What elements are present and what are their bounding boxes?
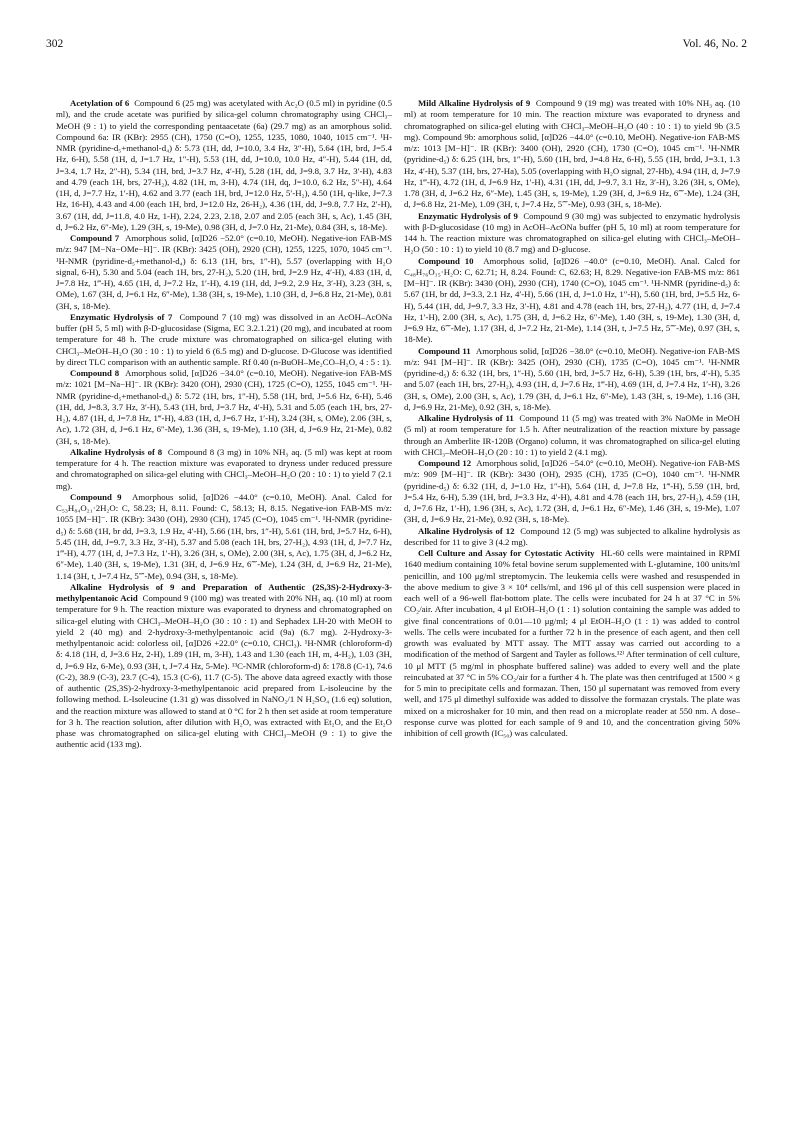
paragraph-text: Amorphous solid, [α]D26 −44.0° (c=0.10, MeOH). Anal. Calcd for C₅₃H₈₄O₂₁·2H₂O: C, 58.23; H, 8.11. Found: C, 58.13; H, 8.15. Negative-ion FAB-MS m/z: 1055 [M−H]⁻. IR (KBr): 3430 (OH), 2930 (CH), 1745 (C=O), 1045 cm⁻¹. ¹H-NMR (pyridine-d₅) δ: 5.68 (1H, br dd, J=3.3, 1.9 Hz, 4′-H), 5.66 (1H, brs, 1″-H), 5.61 (1H, brd, J=5.7 Hz, 6-H), 5.45 (1H, dd, J=9.7, 3.3 Hz, 3′-H), 5.37 and 5.08 (each 1H, brs, 27-H₂), 4.93 (1H, d, J=7.7 Hz, 1‴-H), 4.77 (1H, d, J=7.3 Hz, 1′-H), 3.26 (3H, s, OMe), 2.00 (3H, s, Ac), 1.75 (3H, d, J=6.2 Hz, 6″-Me), 1.40 (3H, s, 19-Me), 1.31 (3H, d, J=6.9 Hz, 6⁗-Me), 1.24 (3H, d, J=6.9 Hz, 21-Me), 1.14 (3H, t, J=7.4 Hz, 5⁗-Me), 0.94 (3H, s, 18-Me). [56,491,392,581]
run-in-heading: Compound 12 [418,458,472,468]
paragraph [56,98,392,233]
run-in-heading: Mild Alkaline Hydrolysis of 9 [418,98,531,108]
run-in-heading: Compound 10 [418,255,474,266]
run-in-heading: Acetylation of 6 [70,98,130,108]
paragraph-text: Amorphous solid, [α]D26 −40.0° (c=0.10, MeOH). Anal. Calcd for C₄₈H₇₆O₁₅·H₂O: C, 62.71; H, 8.24. Found: C, 62.63; H, 8.29. Negative-ion FAB-MS m/z: 861 [M−H]⁻. IR (KBr): 3430 (OH), 2930 (CH), 1740 (C=O), 1045 cm⁻¹. ¹H-NMR (pyridine-d₅) δ: 5.67 (1H, br dd, J=3.3, 2.1 Hz, 4′-H), 5.66 (1H, d, J=1.0 Hz, 1″-H), 5.60 (1H, brd, J=5.5 Hz, 6-H), 5.44 (1H, dd, J=9.7, 3.3 Hz, 3′-H), 4.81 and 4.78 (each 1H, brs, 27-H₂), 4.77 (1H, d, J=7.4 Hz, 1′-H), 2.00 (3H, s, Ac), 1.75 (3H, d, J=6.2 Hz, 6″-Me), 1.40 (3H, s, 19-Me), 1.30 (3H, d, J=6.9 Hz, 6⁗-Me), 1.17 (3H, d, J=7.2 Hz, 21-Me), 1.14 (3H, t, J=7.5 Hz, 5⁗-Me), 0.97 (3H, s, 18-Me). [404,255,741,345]
run-in-heading: Enzymatic Hydrolysis of 7 [70,311,173,322]
paragraph [56,312,392,368]
paragraph [404,548,740,739]
page-number: 302 [46,38,64,50]
paragraph-text: HL-60 cells were maintained in RPMI 1640 medium containing 10% fetal bovine serum supplemented with L-glutamine, 100 units/ml penicillin, and 100 μg/ml streptomycin. The leukemia cells were washed and resuspended in the above medium to give 3 × 10⁴ cells/ml, and 196 μl of this cell suspension were placed in each well of a 96-well flat-bottom plate. The cells were incubated for 24 h at 37 °C in 5% CO₂/air. After incubation, 4 μl EtOH–H₂O (1 : 1) solution containing the sample was added to give final concentrations of 0.01—10 μg/ml; 4 μl EtOH–H₂O (1 : 1) was added to control wells. The cells were incubated for a further 72 h in the presence of each agent, and then cell growth was evaluated by MTT assay. The MTT assay was carried out according to a modification of the method of Sargent and Tayler as follows.¹²⁾ After termination of cell culture, 10 μl MTT (5 mg/ml in phosphate buffered saline) was added to every well and the plate reincubated at 37 °C in 5% CO₂/air for a further 4 h. The plate was then centrifuged at 1500 × g for 5 min to precipitate cells and formazan. Then, 150 μl supernatant was removed from every well, and 175 μl dimethyl sulfoxide was added to dissolve the formazan crystals. The plate was mixed on a microshaker for 10 min, and then read on a microplate reader at 550 nm. A dose–response curve was plotted for each sample of 9 and 10, and the concentration giving 50% inhibition of cell growth (IC₅₀) was calculated. [404,548,740,738]
paragraph-text: Amorphous solid, [α]D26 −38.0° (c=0.10, MeOH). Negative-ion FAB-MS m/z: 941 [M−H]⁻. IR (KBr): 3425 (OH), 2930 (CH), 1735 (C=O), 1045 cm⁻¹. ¹H-NMR (pyridine-d₅) δ: 6.32 (1H, brs, 1″-H), 5.60 (1H, brd, J=5.7 Hz, 6-H), 5.39 (1H, brs, 4′-H), 5.35 and 5.07 (each 1H, brs, 27-H₂), 4.93 (1H, d, J=7.6 Hz, 1‴-H), 4.69 (1H, d, J=7.4 Hz, 1′-H), 3.26 (3H, s, OMe), 2.00 (3H, s, Ac), 1.79 (3H, d, J=6.1 Hz, 6″-Me), 1.43 (3H, s, 19-Me), 1.16 (3H, d, J=6.9 Hz, 21-Me), 0.92 (3H, s, 18-Me). [404,345,741,412]
paragraph [56,447,392,492]
paragraph [404,413,740,458]
right-column [404,98,740,739]
left-column [56,98,392,751]
paragraph [404,458,740,526]
paragraph [404,256,740,346]
volume-info: Vol. 46, No. 2 [682,38,747,50]
paragraph-text: Compound 7 (10 mg) was dissolved in an AcOH–AcONa buffer (pH 5, 5 ml) with β-D-glucosidase (Sigma, EC 3.2.1.21) (20 mg), and incubated at room temperature for 48 h. The crude mixture was chromatographed on silica-gel eluting with CHCl₃–MeOH–H₂O (30 : 10 : 1) to yield 6 (6.5 mg) and D-glucose. D-Glucose was identified by direct TLC comparison with an authentic sample. Rf 0.40 (n-BuOH–Me₂CO–H₂O, 4 : 5 : 1). [56,311,392,367]
paragraph-text: Compound 9 (100 mg) was treated with 20% NH₃ aq. (10 ml) at room temperature for 9 h. The reaction mixture was evaporated to dryness and chromatographed on silica-gel eluting with CHCl₃–MeOH–H₂O (30 : 10 : 1) and Sephadex LH-20 with MeOH to yield 2 (40 mg) and 2-hydroxy-3-methylpentanoic acid (9a) (6.7 mg). 2-Hydroxy-3-methylpentanoic acid: colorless oil, [α]D26 +22.0° (c=0.10, CHCl₃). ¹H-NMR (chloroform-d) δ: 4.18 (1H, d, J=3.6 Hz, 2-H), 1.89 (1H, m, 3-H), 1.43 and 1.30 (each 1H, m, 4-H₂), 1.03 (3H, d, J=6.9 Hz, 6-Me), 0.93 (3H, t, J=7.4 Hz, 5-Me). ¹³C-NMR (chloroform-d) δ: 178.8 (C-1), 74.6 (C-2), 38.9 (C-3), 23.7 (C-4), 15.3 (C-6), 11.7 (C-5). The above data agreed exactly with those of authentic (2S,3S)-2-hydroxy-3-methylpentanoic acid prepared from L-isoleucine by the following method. L-Isoleucine (1.31 g) was dissolved in NaNO₂/1 N H₂SO₄ (1.6 eq) solution, and the reaction mixture was allowed to stand at 0 °C for 2 h then set aside at room temperature for 3 h. The reaction solution, after dilution with H₂O, was extracted with Et₂O, and the Et₂O phase was chromatographed on silica-gel eluting with CHCl₃–MeOH (9 : 1) to give the authentic acid (133 mg). [56,593,392,750]
paragraph-text: Amorphous solid, [α]D26 −54.0° (c=0.10, MeOH). Negative-ion FAB-MS m/z: 909 [M−H]⁻. IR (KBr): 3430 (OH), 2935 (CH), 1735 (C=O), 1040 cm⁻¹. ¹H-NMR (pyridine-d₅) δ: 6.32 (1H, d, J=1.0 Hz, 1″-H), 5.64 (1H, d, J=7.8 Hz, 1‴-H), 5.59 (1H, brd, J=5.4 Hz, 6-H), 5.39 (1H, brd, J=3.3 Hz, 4′-H), 4.81 and 4.78 (each 1H, brs, 27-H₂), 4.59 (1H, d, J=7.6 Hz, 1′-H), 1.96 (3H, s, Ac), 1.72 (3H, d, J=6.1 Hz, 6″-Me), 1.46 (3H, s, 19-Me), 1.07 (3H, d, J=6.9 Hz, 21-Me), 0.92 (3H, s, 18-Me). [404,458,741,525]
run-in-heading: Alkaline Hydrolysis of 8 [70,446,163,457]
run-in-heading: Compound 11 [418,345,471,356]
run-in-heading: Alkaline Hydrolysis of 9 and Preparation of Authentic (2S,3S)-2-Hydroxy-3-methylpentanoic Acid [56,581,392,603]
run-in-heading: Enzymatic Hydrolysis of 9 [418,210,518,221]
paragraph-text: Compound 6 (25 mg) was acetylated with Ac₂O (0.5 ml) in pyridine (0.5 ml), and the crude acetate was purified by silica-gel column chromatography using CHCl₃–MeOH (9 : 1) to yield the corresponding pentaacetate (6a) (29.7 mg) as an amorphous solid. Compound 6a: IR (KBr): 2955 (CH), 1750 (C=O), 1255, 1235, 1080, 1040, 1015 cm⁻¹. ¹H-NMR (pyridine-d₅+methanol-d₄) δ: 5.73 (1H, dd, J=10.0, 3.4 Hz, 3″-H), 5.64 (1H, brd, J=5.4 Hz, 6-H), 5.58 (1H, d, J=1.7 Hz, 1″-H), 5.53 (1H, dd, J=10.0, 10.0 Hz, 4″-H), 5.44 (1H, dd, J=3.4, 1.7 Hz, 2″-H), 5.34 (1H, brd, J=3.7 Hz, 4′-H), 5.28 (1H, dd, J=9.8, 3.7 Hz, 3′-H), 4.83 and 4.79 (each 1H, brs, 27-H₂), 4.82 (1H, m, 3-H), 4.74 (1H, dq, J=10.0, 6.2 Hz, 5″-H), 4.64 (1H, d, J=7.7 Hz, 1′-H), 4.62 and 3.77 (each 1H, brd, J=12.0 Hz, 5′-H₂), 4.50 (1H, q-like, J=7.3 Hz, 16-H), 4.43 and 4.00 (each 1H, brd, J=12.0 Hz, 26-H₂), 4.36 (1H, dd, J=9.8, 7.7 Hz, 2′-H), 3.67 (1H, dd, J=11.8, 4.0 Hz, 1-H), 2.24, 2.23, 2.18, 2.07 and 2.05 (each 3H, s, Ac), 1.45 (3H, d, J=6.2 Hz, 6″-Me), 1.29 (3H, s, 19-Me), 0.98 (3H, d, J=7.0 Hz, 21-Me), 0.84 (3H, s, 18-Me). [56,98,392,232]
paragraph-text: Compound 11 (5 mg) was treated with 3% NaOMe in MeOH (5 ml) at room temperature for 1.5 h. After neutralization of the reaction mixture by passage through an Amberlite IR-120B (Organo) column, it was chromatographed on silica-gel eluting with CHCl₃–MeOH–H₂O (20 : 10 : 1) to yield 2 (4.1 mg). [404,413,741,457]
run-in-heading: Cell Culture and Assay for Cytostatic Activity [418,548,595,558]
run-in-heading: Compound 8 [70,368,120,378]
run-in-heading: Alkaline Hydrolysis of 11 [418,413,514,423]
paragraph-text: Amorphous solid, [α]D26 −52.0° (c=0.10, MeOH). Negative-ion FAB-MS m/z: 947 [M−Na−OMe−H]⁻. IR (KBr): 3425 (OH), 2920 (CH), 1255, 1225, 1070, 1045 cm⁻¹. ¹H-NMR (pyridine-d₅+methanol-d₄) δ: 6.13 (1H, brs, 1″-H), 5.57 (overlapping with H₂O signal, 6-H), 5.30 and 5.04 (each 1H, brs, 27-H₂), 5.20 (1H, brd, J=2.9 Hz, 4′-H), 4.83 (1H, d, J=7.8 Hz, 1‴-H), 4.65 (1H, d, J=7.2 Hz, 1′-H), 4.19 (1H, dd, J=9.2, 2.9 Hz, 3′-H), 3.23 (3H, s, OMe), 1.67 (3H, d, J=6.1 Hz, 6″-Me), 1.38 (3H, s, 19-Me), 1.10 (3H, d, J=6.8 Hz, 21-Me), 0.81 (3H, s, 18-Me). [56,233,393,311]
paragraph-text: Amorphous solid, [α]D26 −34.0° (c=0.10, MeOH). Negative-ion FAB-MS m/z: 1021 [M−Na−H]⁻. IR (KBr): 3420 (OH), 2930 (CH), 1725 (C=O), 1255, 1045 cm⁻¹. ¹H-NMR (pyridine-d₅+methanol-d₄) δ: 5.72 (1H, brs, 1″-H), 5.58 (1H, brd, J=5.6 Hz, 6-H), 5.46 (1H, dd, J=8.3, 3.7 Hz, 3′-H), 5.43 (1H, brd, J=3.7 Hz, 4′-H), 5.31 and 5.05 (each 1H, brs, 27-H₂), 4.87 (1H, d, J=7.8 Hz, 1‴-H), 4.83 (1H, d, J=6.7 Hz, 1′-H), 3.24 (3H, s, OMe), 2.06 (3H, s, Ac), 1.72 (3H, d, J=6.1 Hz, 6″-Me), 1.36 (3H, s, 19-Me), 1.10 (3H, d, J=6.9 Hz, 21-Me), 0.82 (3H, s, 18-Me). [56,368,393,446]
paragraph [404,211,740,256]
run-in-heading: Compound 7 [70,233,120,243]
paragraph [404,98,740,211]
paragraph-text: Compound 9 (30 mg) was subjected to enzymatic hydrolysis with β-D-glucosidase (10 mg) in AcOH–AcONa buffer (pH 5, 10 ml) at room temperature for 144 h. The reaction mixture was chromatographed on silica-gel eluting with CHCl₃–MeOH–H₂O (50 : 10 : 1) to yield 10 (8.7 mg) and D-glucose. [404,210,741,255]
paragraph [56,368,392,447]
paragraph-text: Compound 9 (19 mg) was treated with 10% NH₃ aq. (10 ml) at room temperature for 10 min. The reaction mixture was evaporated to dryness and chromatographed on silica-gel eluting with CHCl₃–MeOH–H₂O (40 : 10 : 1) to yield 9b (3.5 mg). Compound 9b: amorphous solid, [α]D26 −44.0° (c=0.10, MeOH). Negative-ion FAB-MS m/z: 1013 [M−H]⁻. IR (KBr): 3400 (OH), 2920 (CH), 1730 (C=O), 1045 cm⁻¹. ¹H-NMR (pyridine-d₅) δ: 6.25 (1H, brs, 1″-H), 5.60 (1H, brd, J=4.8 Hz, 6-H), 5.55 (1H, brdd, J=3.1, 1.3 Hz, 4′-H), 5.37 (1H, brs, 27-Ha), 5.05 (overlapping with H₂O signal, 27-Hb), 4.94 (1H, d, J=7.9 Hz, 1‴-H), 4.72 (1H, d, J=6.9 Hz, 1′-H), 4.31 (1H, dd, J=9.7, 3.1 Hz, 3′-H), 3.26 (3H, s, OMe), 1.78 (3H, d, J=6.2 Hz, 6″-Me), 1.45 (3H, s, 19-Me), 1.29 (3H, d, J=6.9 Hz, 6⁗-Me), 1.24 (3H, d, J=6.8 Hz, 21-Me), 1.09 (3H, t, J=7.4 Hz, 5⁗-Me), 0.93 (3H, s, 18-Me). [404,98,740,210]
run-in-heading: Compound 9 [70,491,122,502]
paragraph [404,346,740,414]
paragraph [56,233,392,312]
paragraph-text: Compound 12 (5 mg) was subjected to alkaline hydrolysis as described for 11 to give 3 (4.2 mg). [404,525,741,547]
run-in-heading: Alkaline Hydrolysis of 12 [418,525,515,536]
paragraph [56,582,392,751]
page-header [46,38,747,54]
paragraph [56,492,392,582]
paragraph-text: Compound 8 (3 mg) in 10% NH₃ aq. (5 ml) was kept at room temperature for 4 h. The reaction mixture was evaporated to dryness under reduced pressure and chromatographed on silica-gel eluting with CHCl₃–MeOH–H₂O (20 : 10 : 1) to yield 7 (2.1 mg). [56,446,393,491]
paragraph [404,526,740,549]
